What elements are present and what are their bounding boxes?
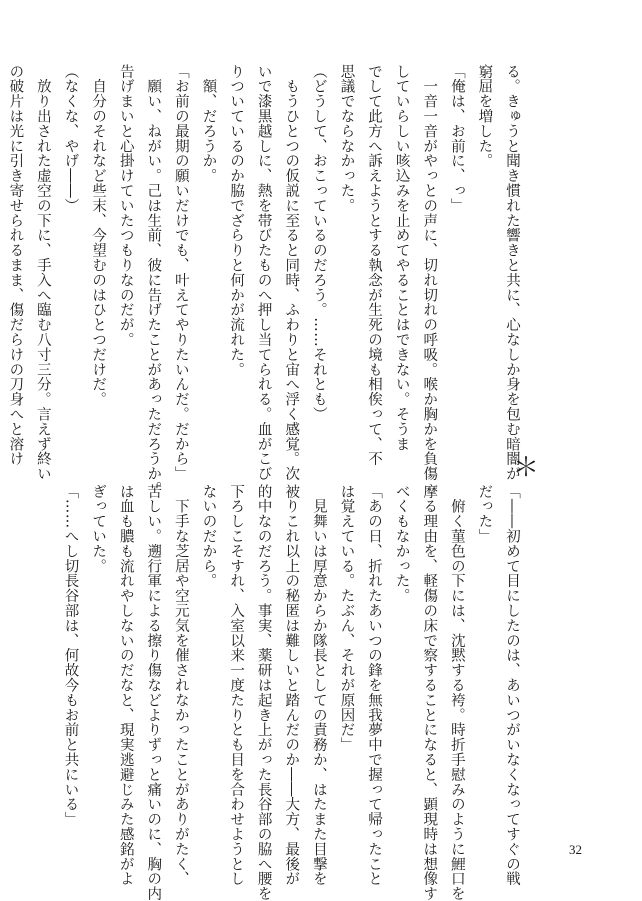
text-line: 被りこれ以上の秘匿は難しいと踏んだのか――大方、最後が (283, 484, 300, 887)
section-separator: ＊ (513, 453, 540, 483)
text-line: ないのだから。 (200, 484, 217, 589)
text-line: 下ろしこそすれ、入室以来一度たりとも目を合わせようとし (228, 484, 245, 887)
text-line: の破片は光に引き寄せられるまま、傷だらけの刀身へと溶け (7, 64, 24, 467)
text-line: べくもなかった。 (393, 484, 410, 604)
text-line: 告げまいと心掛けていたつもりなのだが。 (117, 64, 134, 348)
text-line: 思議でならなかった。 (338, 64, 355, 213)
text-line: ぎっていた。 (90, 484, 107, 574)
text-line: 苦しい。遡行軍による擦り傷などよりずっと痛いのに、胸の内 (145, 484, 162, 901)
text-line: 俯く菫色の下には、沈黙する袴。時折手慰みのように鯉口を (448, 484, 465, 901)
text-line: 的中なのだろう。事実、薬研は起き上がった長谷部の脇へ腰を (255, 484, 272, 901)
text-line: 下手な芝居や空元気を催されなかったことがありがたく、 (172, 484, 189, 887)
text-line: 放り出された虚空の下に、手入へ臨む八寸三分。言えず終い (34, 64, 51, 482)
text-line: もうひとつの仮説に至ると同時、ふわりと宙へ浮く感覚。次 (283, 64, 300, 482)
text-line: （なくな、やげ――） (62, 64, 79, 213)
text-line: 額、だろうか。 (200, 64, 217, 184)
text-line: 「……へし切長谷部は、何故今もお前と共にいる」 (62, 484, 79, 827)
text-line: は血も膿も流れやしないのだなと、現実逃避じみた感銘がよ (117, 484, 134, 887)
text-line: 「お前の最期の願いだけでも、叶えてやりたいんだ。だから」 (172, 64, 189, 482)
text-line: は覚えている。たぶん、それが原因だ」 (338, 484, 355, 753)
text-line: 窮屈を増した。 (476, 64, 493, 169)
text-line: 願い、ねがい。己は生前、彼に告げたことがあっただろうか。 (145, 64, 162, 497)
text-line: いで漆黒越しに、熱を帯びたものへ押し当てられる。血がこび (255, 64, 272, 482)
text-line: りついているのか脇でざらりと何かが流れた。 (228, 64, 245, 377)
text-line: る。きゅうと聞き慣れた響きと共に、心なしか身を包む暗闇が (504, 64, 520, 482)
text-line: 「俺は、お前に、っ」 (448, 64, 465, 213)
text-line: していらしい咳込みを止めてやることはできない。そうま (393, 64, 410, 452)
text-line: 「あの日、折れたあいつの鋒を無我夢中で握って帰ったこと (366, 484, 383, 887)
text-line: 一音一音がやっとの声に、切れ切れの呼吸。喉か胸かを負傷 (421, 64, 438, 482)
text-block-upper (7, 64, 525, 497)
text-line: でして此方へ訴えようとする執念が生死の境も相俟って、不 (366, 64, 383, 467)
page-number: 32 (569, 842, 582, 857)
text-line: 見舞いは厚意からか隊長としての責務か、はたまた目撃を (310, 484, 327, 887)
text-block-lower (62, 484, 525, 901)
text-line: （どうして、おこっているのだろう。……それとも） (310, 64, 327, 422)
text-line: 「――初めて目にしたのは、あいつがいなくなってすぐの戦 (504, 484, 520, 887)
text-line: 摩る理由を、軽傷の床で察することになると、顕現時は想像す (421, 484, 438, 901)
text-line: だった」 (476, 484, 493, 544)
text-line: 自分のそれなど些末、今望むのはひとつだけだ。 (90, 64, 107, 407)
